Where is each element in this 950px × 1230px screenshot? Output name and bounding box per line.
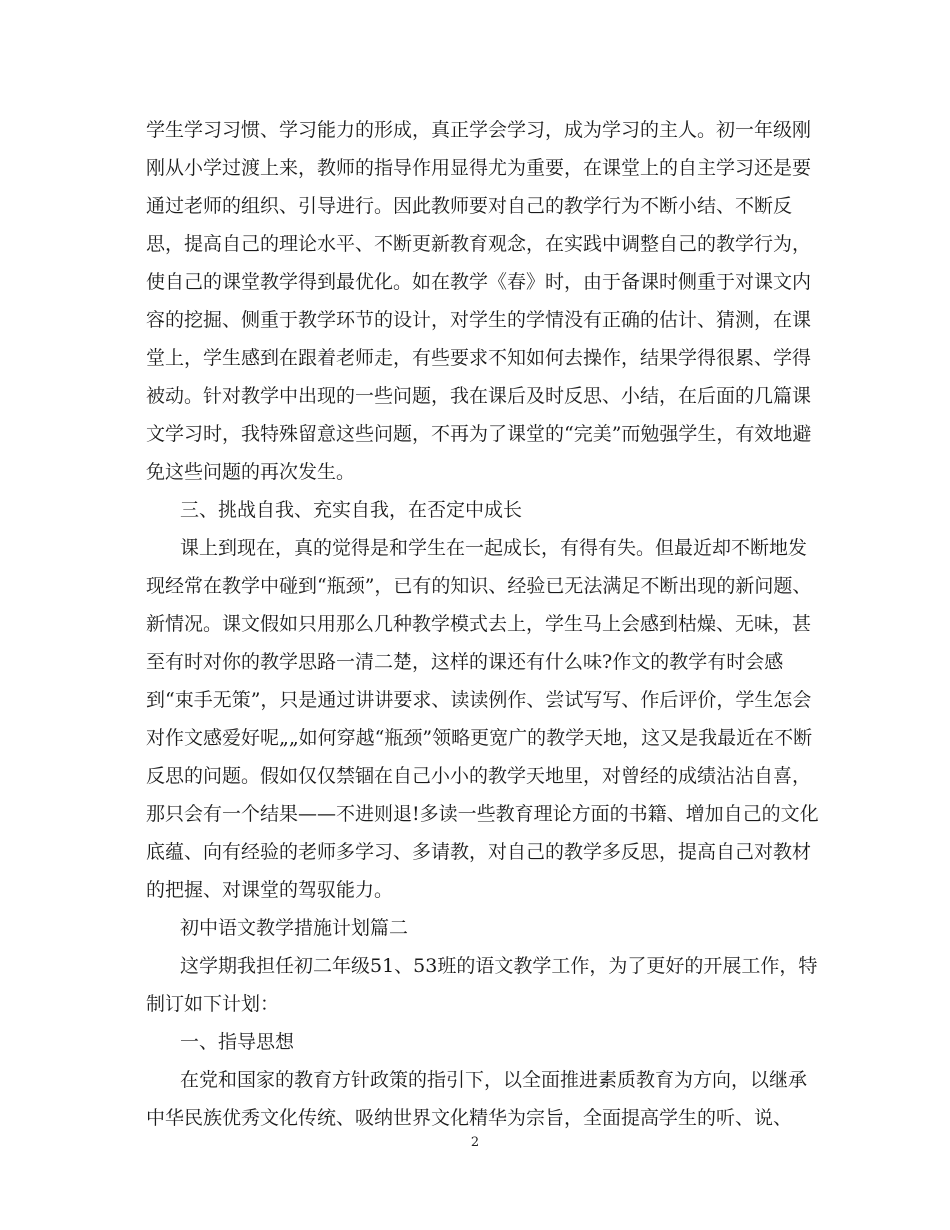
body-text-line: 反思的问题。假如仅仅禁锢在自己小小的教学天地里，对曾经的成绩沾沾自喜， [146, 765, 812, 787]
body-text-line: 免这些问题的再次发生。 [146, 461, 356, 483]
body-text-line: 现经常在教学中碰到“瓶颈”，已有的知识、经验已无法满足不断出现的新问题、 [146, 575, 812, 597]
section-heading: 一、指导思想 [180, 1031, 295, 1053]
body-text-line: 刚从小学过渡上来，教师的指导作用显得尤为重要，在课堂上的自主学习还是要 [146, 157, 812, 179]
paragraph-first-line: 这学期我担任初二年级51、53班的语文教学工作，为了更好的开展工作，特 [180, 955, 818, 977]
body-text-line: 的把握、对课堂的驾驭能力。 [146, 879, 394, 901]
body-text-line: 底蕴、向有经验的老师多学习、多请教，对自己的教学多反思，提高自己对教材 [146, 841, 812, 863]
body-text-line: 通过老师的组织、引导进行。因此教师要对自己的教学行为不断小结、不断反 [146, 195, 793, 217]
section-heading: 三、挑战自我、充实自我，在否定中成长 [180, 499, 523, 521]
body-text-line: 被动。针对教学中出现的一些问题，我在课后及时反思、小结，在后面的几篇课 [146, 385, 812, 407]
body-text-line: 思，提高自己的理论水平、不断更新教育观念，在实践中调整自己的教学行为， [146, 233, 812, 255]
body-text-line: 文学习时，我特殊留意这些问题，不再为了课堂的“完美”而勉强学生，有效地避 [146, 423, 812, 445]
body-text-line: 使自己的课堂教学得到最优化。如在教学《春》时，由于备课时侧重于对课文内 [146, 271, 812, 293]
body-text-line: 至有时对你的教学思路一清二楚，这样的课还有什么味?作文的教学有时会感 [146, 651, 784, 673]
paragraph-first-line: 课上到现在，真的觉得是和学生在一起成长，有得有失。但最近却不断地发 [180, 537, 808, 559]
page-number: 2 [470, 1135, 480, 1150]
body-text-line: 中华民族优秀文化传统、吸纳世界文化精华为宗旨，全面提高学生的听、说、 [146, 1107, 793, 1129]
body-text-line: 那只会有一个结果——不进则退!多读一些教育理论方面的书籍、增加自己的文化 [146, 803, 819, 825]
body-text-line: 新情况。课文假如只用那么几种教学模式去上，学生马上会感到枯燥、无味，甚 [146, 613, 812, 635]
paragraph-first-line: 在党和国家的教育方针政策的指引下，以全面推进素质教育为方向，以继承 [180, 1069, 808, 1091]
body-text-line: 制订如下计划： [146, 993, 280, 1015]
body-text-line: 对作文感爱好呢„„如何穿越“瓶颈”领略更宽广的教学天地，这又是我最近在不断 [146, 727, 813, 749]
article-title: 初中语文教学措施计划篇二 [180, 917, 409, 939]
body-text-line: 到“束手无策”，只是通过讲讲要求、读读例作、尝试写写、作后评价，学生怎会 [146, 689, 812, 711]
body-text-line: 学生学习习惯、学习能力的形成，真正学会学习，成为学习的主人。初一年级刚 [146, 119, 812, 141]
body-text-line: 容的挖掘、侧重于教学环节的设计，对学生的学情没有正确的估计、猜测，在课 [146, 309, 812, 331]
body-text-line: 堂上，学生感到在跟着老师走，有些要求不知如何去操作，结果学得很累、学得 [146, 347, 812, 369]
